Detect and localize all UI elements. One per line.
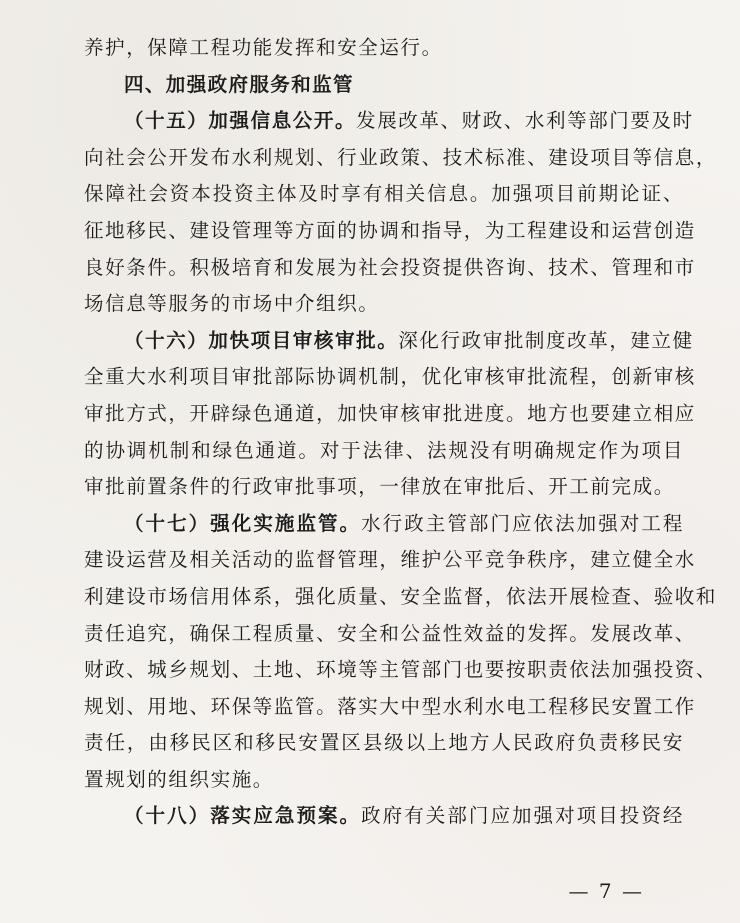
- paragraph-first-line: [84, 506, 684, 543]
- text-line: 审批方式，开辟绿色通道，加快审核审批进度。地方也要建立相应: [84, 401, 696, 425]
- paragraph-title: （十六）加快项目审核审批。: [124, 328, 399, 352]
- text-line: 全重大水利项目审批部际协调机制，优化审核审批流程，创新审核: [84, 365, 696, 389]
- paragraph-first-line: [84, 798, 684, 835]
- document-body: [84, 30, 718, 835]
- text-line: 责任，由移民区和移民安置区县级以上地方人民政府负责移民安: [84, 731, 684, 755]
- paragraph-text: 政府有关部门应加强对项目投资经: [361, 804, 684, 828]
- paragraph-first-line: [84, 323, 694, 360]
- paragraph-16: [84, 323, 696, 506]
- paragraph-text: 水行政主管部门应依法加强对工程: [361, 511, 684, 535]
- text-line: 的协调机制和绿色通道。对于法律、法规没有明确规定作为项目: [84, 438, 684, 462]
- text-line: 养护，保障工程功能发挥和安全运行。: [84, 36, 443, 59]
- text-line: 场信息等服务的市场中介组织。: [84, 292, 380, 316]
- section-heading: 四、加强政府服务和监管: [124, 72, 354, 96]
- paragraph-15: [84, 103, 718, 323]
- paragraph-text: 深化行政审批制度改革，建立健: [398, 328, 694, 352]
- text-line: 责任追究，确保工程质量、安全和公益性效益的发挥。发展改革、: [84, 621, 696, 645]
- text-line: 向社会公开发布水利规划、行业政策、技术标准、建设项目等信息，: [84, 145, 718, 169]
- text-line: 置规划的组织实施。: [84, 767, 274, 791]
- paragraph-continuation: [84, 30, 684, 67]
- paragraph-title: （十五）加强信息公开。: [124, 109, 357, 133]
- text-line: 保障社会资本投资主体及时享有相关信息。加强项目前期论证、: [84, 182, 684, 206]
- paragraph-18: [84, 798, 684, 835]
- paragraph-first-line: [84, 103, 694, 140]
- text-line: 规划、用地、环保等监管。落实大中型水利水电工程移民安置工作: [84, 694, 696, 718]
- paragraph-17: [84, 506, 718, 799]
- text-line: 财政、城乡规划、土地、环境等主管部门也要按职责依法加强投资、: [84, 658, 718, 682]
- paragraph-title: （十八）落实应急预案。: [124, 804, 362, 828]
- text-line: 征地移民、建设管理等方面的协调和指导，为工程建设和运营创造: [84, 218, 696, 242]
- text-line: 利建设市场信用体系，强化质量、安全监督，依法开展检查、验收和: [84, 584, 718, 608]
- page-number: — 7 —: [568, 879, 644, 903]
- text-line: 良好条件。积极培育和发展为社会投资提供咨询、技术、管理和市: [84, 255, 696, 279]
- paragraph-text: 发展改革、财政、水利等部门要及时: [356, 109, 694, 133]
- paragraph-title: （十七）强化实施监管。: [124, 511, 362, 535]
- text-line: 建设运营及相关活动的监督管理，维护公平竞争秩序，建立健全水: [84, 548, 696, 572]
- text-line: 审批前置条件的行政审批事项，一律放在审批后、开工前完成。: [84, 475, 675, 499]
